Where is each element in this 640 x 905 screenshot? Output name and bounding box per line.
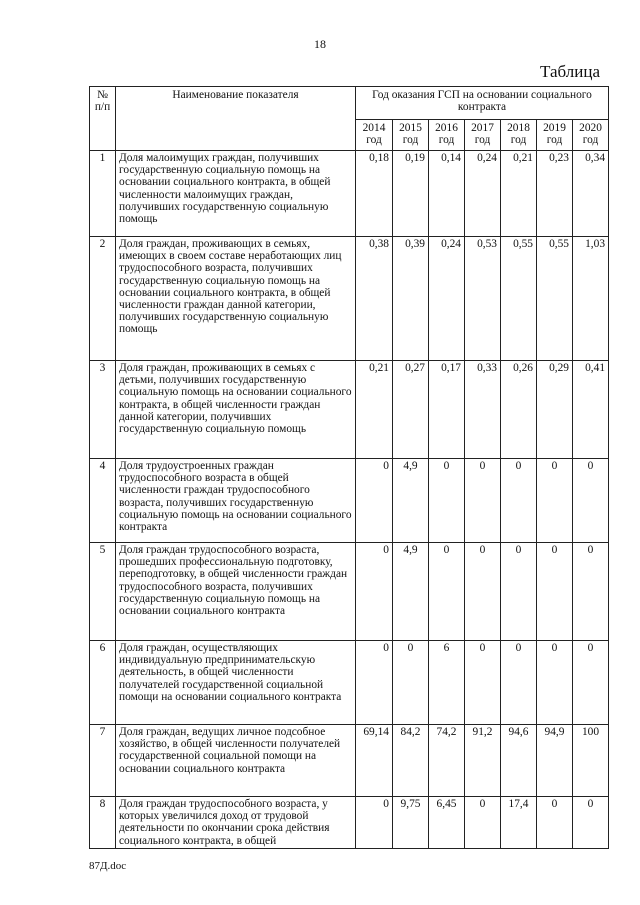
indicator-name: Доля граждан трудоспособного возраста, прошедших профессиональную подготовку, переподготовку, в общей численности граждан трудоспособного возраста, получивших государственную социальную помощь на основании социального контракта (116, 543, 356, 641)
value-cell: 0,14 (429, 151, 465, 237)
value-cell: 0 (501, 459, 537, 543)
indicator-name: Доля трудоустроенных граждан трудоспособного возраста в общей численности граждан трудоспособного возраста, получивших государственную социальную помощь на основании социального контракта (116, 459, 356, 543)
indicator-name: Доля малоимущих граждан, получивших государственную социальную помощь на основании социального контракта, в общей численности малоимущих граждан, получивших государственную социальную помощь (116, 151, 356, 237)
header-year: 2019 год (537, 120, 573, 151)
value-cell: 0 (393, 641, 429, 725)
value-cell: 0 (356, 797, 393, 849)
value-cell: 0,33 (465, 361, 501, 459)
value-cell: 0 (356, 543, 393, 641)
header-name: Наименование показателя (116, 87, 356, 151)
row-number: 5 (90, 543, 116, 641)
table-row (90, 361, 609, 459)
row-number: 7 (90, 725, 116, 797)
value-cell: 9,75 (393, 797, 429, 849)
indicator-name: Доля граждан, проживающих в семьях с детьми, получивших государственную социальную помощь на основании социального контракта, в общей численности граждан данной категории, получивших государственную социальную помощь (116, 361, 356, 459)
value-cell: 0 (501, 641, 537, 725)
value-cell: 0,34 (573, 151, 609, 237)
header-num: № п/п (90, 87, 116, 151)
value-cell: 91,2 (465, 725, 501, 797)
value-cell: 0 (573, 797, 609, 849)
value-cell: 0,24 (429, 237, 465, 361)
value-cell: 6,45 (429, 797, 465, 849)
indicators-table-container (89, 86, 609, 849)
header-year: 2015 год (393, 120, 429, 151)
value-cell: 0 (573, 459, 609, 543)
header-year-group: Год оказания ГСП на основании социального контракта (356, 87, 609, 120)
value-cell: 0,17 (429, 361, 465, 459)
header-year: 2016 год (429, 120, 465, 151)
table-row (90, 543, 609, 641)
value-cell: 0 (465, 543, 501, 641)
header-year: 2018 год (501, 120, 537, 151)
table-caption: Таблица (540, 62, 600, 81)
indicator-name: Доля граждан трудоспособного возраста, у которых увеличился доход от трудовой деятельности по окончании срока действия социального контракта, в общей (116, 797, 356, 849)
row-number: 8 (90, 797, 116, 849)
footer-filename: 87Д.doc (89, 860, 127, 872)
value-cell: 6 (429, 641, 465, 725)
page-number: 18 (314, 37, 326, 51)
row-number: 6 (90, 641, 116, 725)
table-row (90, 725, 609, 797)
value-cell: 0,55 (537, 237, 573, 361)
value-cell: 0 (465, 459, 501, 543)
value-cell: 0 (573, 543, 609, 641)
value-cell: 84,2 (393, 725, 429, 797)
value-cell: 94,9 (537, 725, 573, 797)
value-cell: 0,29 (537, 361, 573, 459)
value-cell: 0 (537, 797, 573, 849)
value-cell: 0 (537, 459, 573, 543)
table-header-row-1 (90, 87, 609, 120)
indicator-name: Доля граждан, ведущих личное подсобное хозяйство, в общей численности получателей государственной социальной помощи на основании социального контракта (116, 725, 356, 797)
value-cell: 94,6 (501, 725, 537, 797)
row-number: 4 (90, 459, 116, 543)
value-cell: 0,53 (465, 237, 501, 361)
header-year: 2014 год (356, 120, 393, 151)
header-year: 2017 год (465, 120, 501, 151)
value-cell: 100 (573, 725, 609, 797)
value-cell: 0,24 (465, 151, 501, 237)
value-cell: 69,14 (356, 725, 393, 797)
value-cell: 0 (537, 641, 573, 725)
value-cell: 0 (429, 543, 465, 641)
value-cell: 0 (465, 797, 501, 849)
value-cell: 1,03 (573, 237, 609, 361)
table-row (90, 459, 609, 543)
value-cell: 0 (465, 641, 501, 725)
value-cell: 0,21 (501, 151, 537, 237)
indicator-name: Доля граждан, проживающих в семьях, имеющих в своем составе неработающих лиц трудоспособного возраста, получивших государственную социальную помощь на основании социального контракта, в общей численности граждан данной категории, получивших государственную социальную помощь (116, 237, 356, 361)
value-cell: 0 (429, 459, 465, 543)
row-number: 2 (90, 237, 116, 361)
table-row (90, 797, 609, 849)
value-cell: 0 (573, 641, 609, 725)
row-number: 3 (90, 361, 116, 459)
value-cell: 0,27 (393, 361, 429, 459)
value-cell: 0,38 (356, 237, 393, 361)
value-cell: 4,9 (393, 459, 429, 543)
table-row (90, 641, 609, 725)
value-cell: 0,23 (537, 151, 573, 237)
value-cell: 74,2 (429, 725, 465, 797)
value-cell: 0 (356, 641, 393, 725)
value-cell: 0 (537, 543, 573, 641)
table-row (90, 237, 609, 361)
indicator-name: Доля граждан, осуществляющих индивидуальную предпринимательскую деятельность, в общей численности получателей государственной социальной помощи на основании социального контракта (116, 641, 356, 725)
value-cell: 0 (501, 543, 537, 641)
header-year: 2020 год (573, 120, 609, 151)
value-cell: 0,26 (501, 361, 537, 459)
value-cell: 0,55 (501, 237, 537, 361)
value-cell: 0,19 (393, 151, 429, 237)
value-cell: 4,9 (393, 543, 429, 641)
indicators-table (89, 86, 609, 849)
value-cell: 0,18 (356, 151, 393, 237)
row-number: 1 (90, 151, 116, 237)
value-cell: 0,21 (356, 361, 393, 459)
value-cell: 0,41 (573, 361, 609, 459)
value-cell: 0,39 (393, 237, 429, 361)
value-cell: 0 (356, 459, 393, 543)
table-row (90, 151, 609, 237)
value-cell: 17,4 (501, 797, 537, 849)
